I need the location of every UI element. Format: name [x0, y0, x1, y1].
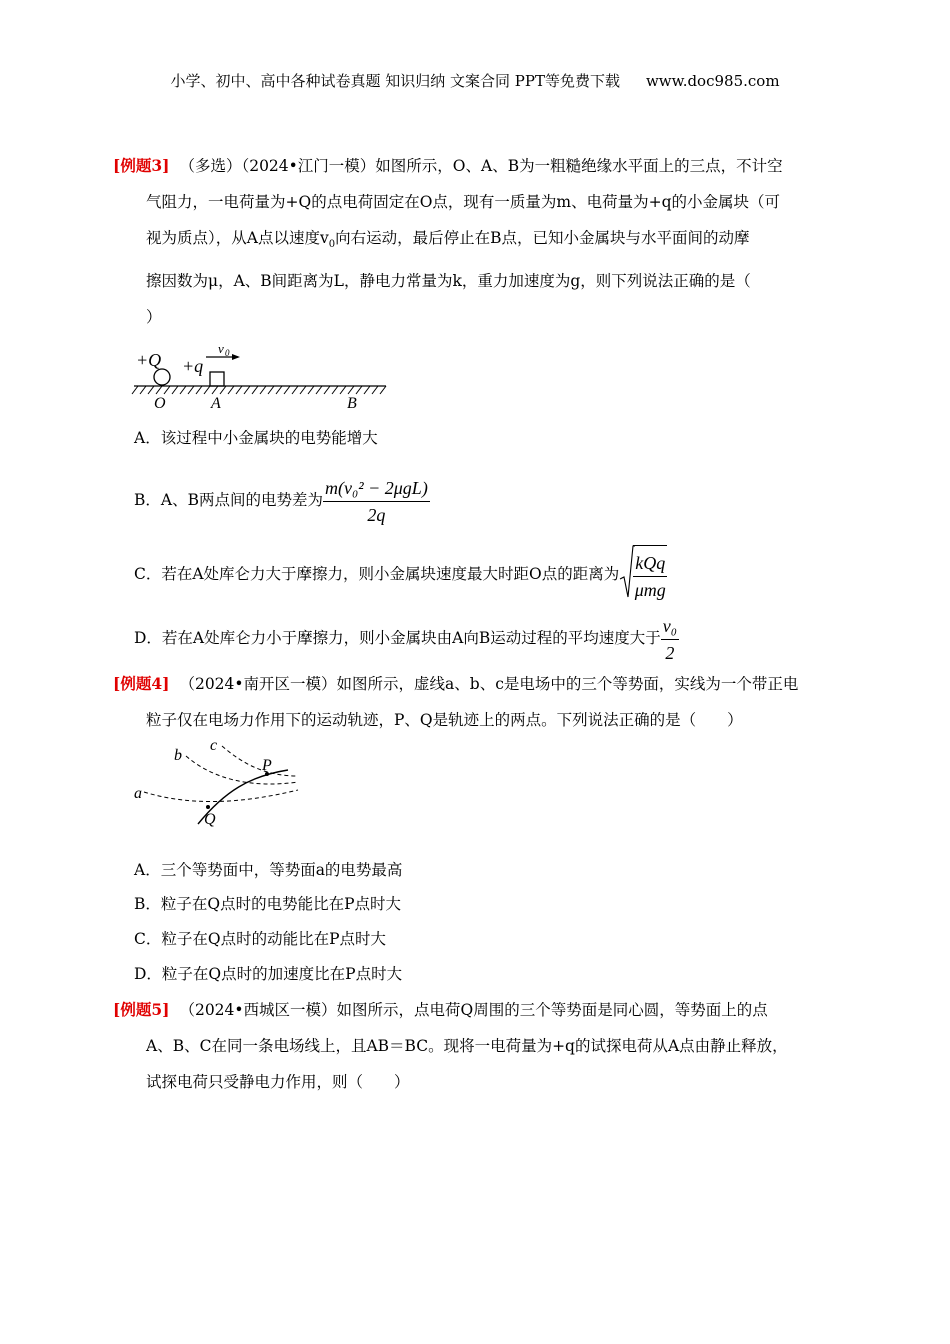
ex5-line1: （2024•西城区一模）如图所示，点电荷Q周围的三个等势面是同心圆，等势面上的点	[179, 1001, 768, 1019]
ex3-line1: （多选）（2024•江门一模）如图所示，O、A、B为一粗糙绝缘水平面上的三点，不计空	[179, 157, 783, 175]
page-header	[0, 70, 950, 91]
fig-v: v	[218, 341, 224, 356]
ex3-option-d: D．若在A处库仑力小于摩擦力，则小金属块由A向B运动过程的平均速度大于 $\frac{\text{v₀}}{2}$	[134, 608, 679, 668]
ex4-figure	[130, 736, 310, 828]
ex3-line2: 气阻力，一电荷量为+Q的点电荷固定在O点，现有一质量为m、电荷量为+q的小金属块（可	[146, 193, 781, 211]
sqrt-expression: $\frac{\text{kQq}}{\text{μmg}}$	[619, 545, 667, 606]
ex3-option-d-fraction: $\frac{\text{v₀}}{2}$	[661, 613, 679, 666]
ex3-option-a: A．该过程中小金属块的电势能增大	[134, 429, 378, 447]
fig-O: O	[154, 395, 166, 412]
ex3-figure	[130, 338, 395, 413]
point-Q	[206, 805, 210, 809]
example-4-tag: [例题4]	[113, 674, 170, 693]
ex4-option-a: A．三个等势面中，等势面a的电势最高	[134, 861, 403, 879]
fig-c: c	[210, 737, 218, 754]
fig-B: B	[347, 395, 357, 412]
example-5	[113, 992, 853, 1100]
ex5-line3: 试探电荷只受静电力作用，则（ ）	[146, 1073, 410, 1091]
ex4-option-c: C．粒子在Q点时的动能比在P点时大	[134, 930, 386, 948]
fig-P: P	[262, 757, 272, 774]
ex3-option-b: B．A、B两点间的电势差为 $\frac{\text{m(v₀² − 2μgL)}}{2q}$	[134, 470, 430, 530]
charge-circle	[154, 369, 170, 385]
fig-Q: Q	[204, 811, 216, 828]
ex4-line2: 粒子仅在电场力作用下的运动轨迹，P、Q是轨迹上的两点。下列说法正确的是（ ）	[146, 711, 743, 729]
fig-a: a	[134, 785, 142, 802]
fig-A: A	[211, 395, 221, 412]
fig-b: b	[174, 747, 182, 764]
ex4-line1: （2024•南开区一模）如图所示，虚线a、b、c是电场中的三个等势面，实线为一个带正电	[179, 675, 799, 693]
equipotential-c	[222, 746, 298, 776]
example-3-tag: [例题3]	[113, 156, 170, 175]
example-4	[113, 666, 853, 738]
ex3-option-c: C．若在A处库仑力大于摩擦力，则小金属块速度最大时距O点的距离为 $\frac{\text{kQq}}{\text{μmg}}$	[134, 544, 667, 606]
header-text: 小学、初中、高中各种试卷真题 知识归纳 文案合同 PPT等免费下载	[170, 72, 620, 90]
ex5-line2: A、B、C在同一条电场线上，且AB＝BC。现将一电荷量为+q的试探电荷从A点由静止释放，	[146, 1037, 788, 1055]
v0-symbol: v	[319, 229, 329, 247]
ex3-option-b-fraction: $\frac{\text{m(v₀² − 2μgL)}}{2q}$	[323, 475, 430, 528]
ex3-line5: ）	[146, 308, 162, 327]
ex3-line3: 视为质点），从A点以速度$v_0$向右运动，最后停止在B点，已知小金属块与水平面间的动摩	[146, 229, 750, 251]
ex3-line4: 擦因数为μ，A、B间距离为L，静电力常量为k，重力加速度为g，则下列说法正确的是（	[146, 272, 751, 291]
ex4-option-d: D．粒子在Q点时的加速度比在P点时大	[134, 965, 403, 983]
fig-vsub: 0	[225, 348, 230, 358]
fig-plusq: +q	[182, 356, 204, 376]
example-5-tag: [例题5]	[113, 1000, 170, 1019]
fig-plusQ: +Q	[136, 350, 162, 370]
metal-block	[210, 372, 224, 386]
ground-hatching	[132, 386, 386, 394]
ex4-option-b: B．粒子在Q点时的电势能比在P点时大	[134, 895, 402, 913]
example-3	[113, 148, 853, 335]
header-site: www.doc985.com	[645, 72, 780, 90]
